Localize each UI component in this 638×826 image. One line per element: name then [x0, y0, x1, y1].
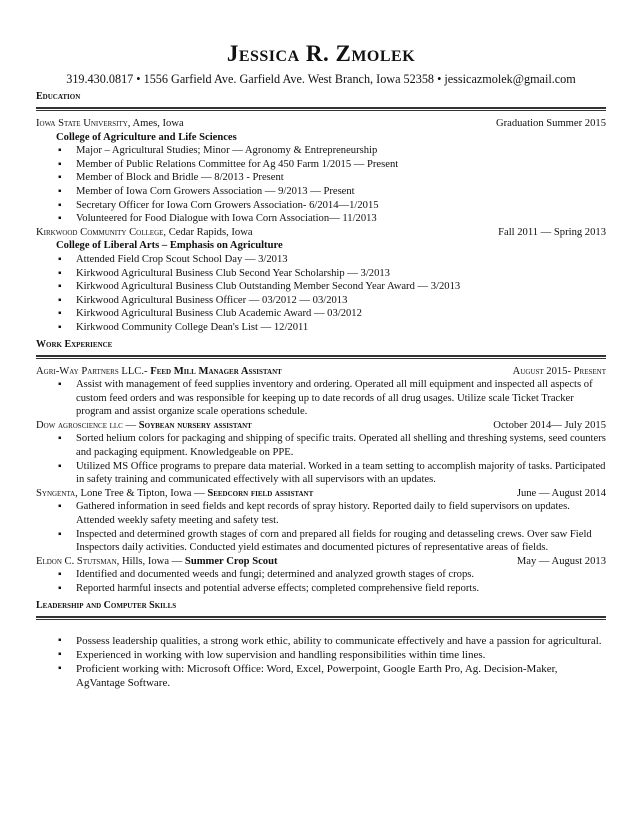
list-item: ▪ Kirkwood Agricultural Business Club Academic Award — 03/2012 — [36, 307, 606, 321]
contact-line: 319.430.0817 • 1556 Garfield Ave. Garfield Ave. West Branch, Iowa 52358 • jessicazmolek@gmail.com — [66, 72, 576, 86]
work-heading: Work Experience — [36, 338, 113, 350]
job-date: August 2015- Present — [512, 365, 606, 377]
job-title: Soybean nursery assistant — [138, 419, 252, 431]
list-item: ▪ Member of Block and Bridle — 8/2013 - Present — [36, 171, 606, 185]
employer-name: Eldon C. Stutsman — [36, 555, 117, 567]
job-separator: — — [191, 487, 208, 499]
job-date: May — August 2013 — [516, 555, 606, 567]
job-list — [36, 568, 606, 595]
job-date: October 2014— July 2015 — [493, 419, 606, 431]
job-row — [36, 555, 606, 569]
applicant-name: Jessica R. Zmolek — [226, 41, 416, 66]
school-date: Fall 2011 — Spring 2013 — [498, 226, 606, 238]
school-location: , Cedar Rapids, Iowa — [163, 226, 253, 238]
school-block — [36, 117, 606, 226]
list-item: ▪ Identified and documented weeds and fungi; determined and analyzed growth stages of crops. — [36, 568, 606, 582]
job-list — [36, 378, 606, 419]
college-name: College of Agriculture and Life Sciences — [56, 131, 237, 143]
employer-name: Dow agroscience llc — [36, 419, 123, 431]
list-item: ▪ Experienced in working with low supervision and handling responsibilities within time lines. — [36, 648, 606, 662]
list-item: ▪ Assist with management of feed supplies inventory and ordering. Operated all mill equipment and inspected all aspects of custom feed orders and was responsible for keeping up to date records of all drug usages. Utilize scale Ticket Tracker program and assist organize scale operations schedule. — [36, 378, 606, 419]
employer-location: , Lone Tree & Tipton, Iowa — [75, 487, 192, 499]
job-title: Seedcorn field assistant — [207, 487, 314, 499]
school-name: Kirkwood Community College — [36, 226, 164, 238]
list-item: ▪ Major – Agricultural Studies; Minor — Agronomy & Entrepreneurship — [36, 144, 606, 158]
section-divider — [36, 107, 606, 111]
skills-heading: Leadership and Computer Skills — [36, 599, 177, 611]
job-block — [36, 419, 606, 487]
list-item: ▪ Sorted helium colors for packaging and shipping of specific traits. Operated all shelling and threshing systems, seed counters and packaging equipment. Knowledgeable on PPE. — [36, 432, 606, 459]
employer-location: , Hills, Iowa — [116, 555, 170, 567]
skills-list — [36, 634, 606, 690]
job-row — [36, 419, 606, 433]
school-row — [36, 117, 606, 131]
list-item: ▪ Secretary Officer for Iowa Corn Growers Association- 6/2014—1/2015 — [36, 199, 606, 213]
job-block — [36, 555, 606, 596]
list-item: ▪ Gathered information in seed fields and kept records of spray history. Reported daily to field supervisors on updates. Attended weekly safety meeting and safety test. — [36, 500, 606, 527]
school-name: Iowa State University — [36, 118, 128, 129]
section-divider — [36, 616, 606, 620]
job-block — [36, 365, 606, 419]
job-block — [36, 487, 606, 555]
job-list — [36, 500, 606, 554]
list-item: ▪ Inspected and determined growth stages of corn and prepared all fields for rouging and detasseling crews. Over saw Field Inspectors daily activities. Conducted yield estimates and documented pictures of representative areas of fields. — [36, 528, 606, 555]
list-item: ▪ Kirkwood Agricultural Business Club Outstanding Member Second Year Award — 3/2013 — [36, 280, 606, 294]
job-date: June — August 2014 — [516, 487, 606, 499]
school-list — [36, 144, 606, 226]
resume-page — [36, 40, 606, 690]
job-list — [36, 432, 606, 486]
school-row — [36, 226, 606, 240]
list-item: ▪ Member of Iowa Corn Growers Association — 9/2013 — Present — [36, 185, 606, 199]
list-item: ▪ Proficient working with: Microsoft Office: Word, Excel, Powerpoint, Google Earth Pro, Ag. Decision-Maker, AgVantage Software. — [36, 662, 606, 690]
job-row — [36, 365, 606, 379]
list-item: ▪ Kirkwood Community College Dean's List — 12/2011 — [36, 321, 606, 335]
job-row — [36, 487, 606, 501]
list-item: ▪ Attended Field Crop Scout School Day — 3/2013 — [36, 253, 606, 267]
school-list — [36, 253, 606, 335]
list-item: ▪ Reported harmful insects and potential adverse effects; completed comprehensive field reports. — [36, 582, 606, 596]
job-title: Summer Crop Scout — [184, 555, 278, 567]
section-divider — [36, 355, 606, 359]
school-block — [36, 226, 606, 335]
school-location: , Ames, Iowa — [127, 118, 184, 129]
list-item: ▪ Utilized MS Office programs to prepare data material. Worked in a team setting to accomplish majority of tasks. Participated in safety training and communicated effectively with all supervisors with an updates. — [36, 460, 606, 487]
job-separator: — — [169, 555, 185, 567]
list-item: ▪ Possess leadership qualities, a strong work ethic, ability to communicate effectively and have a passion for agricultural. — [36, 634, 606, 648]
employer-name: Agri-Way Partners LLC. — [36, 365, 145, 377]
employer-name: Syngenta — [36, 487, 76, 499]
job-separator: - — [144, 365, 151, 377]
list-item: ▪ Volunteered for Food Dialogue with Iowa Corn Association— 11/2013 — [36, 212, 606, 226]
education-heading: Education — [36, 91, 81, 102]
list-item: ▪ Member of Public Relations Committee for Ag 450 Farm 1/2015 — Present — [36, 158, 606, 172]
job-separator: — — [122, 419, 139, 431]
school-date: Graduation Summer 2015 — [495, 118, 606, 129]
list-item: ▪ Kirkwood Agricultural Business Club Second Year Scholarship — 3/2013 — [36, 267, 606, 281]
job-title: Feed Mill Manager Assistant — [150, 365, 282, 377]
college-name: College of Liberal Arts – Emphasis on Agriculture — [56, 240, 283, 252]
list-item: ▪ Kirkwood Agricultural Business Officer — 03/2012 — 03/2013 — [36, 294, 606, 308]
